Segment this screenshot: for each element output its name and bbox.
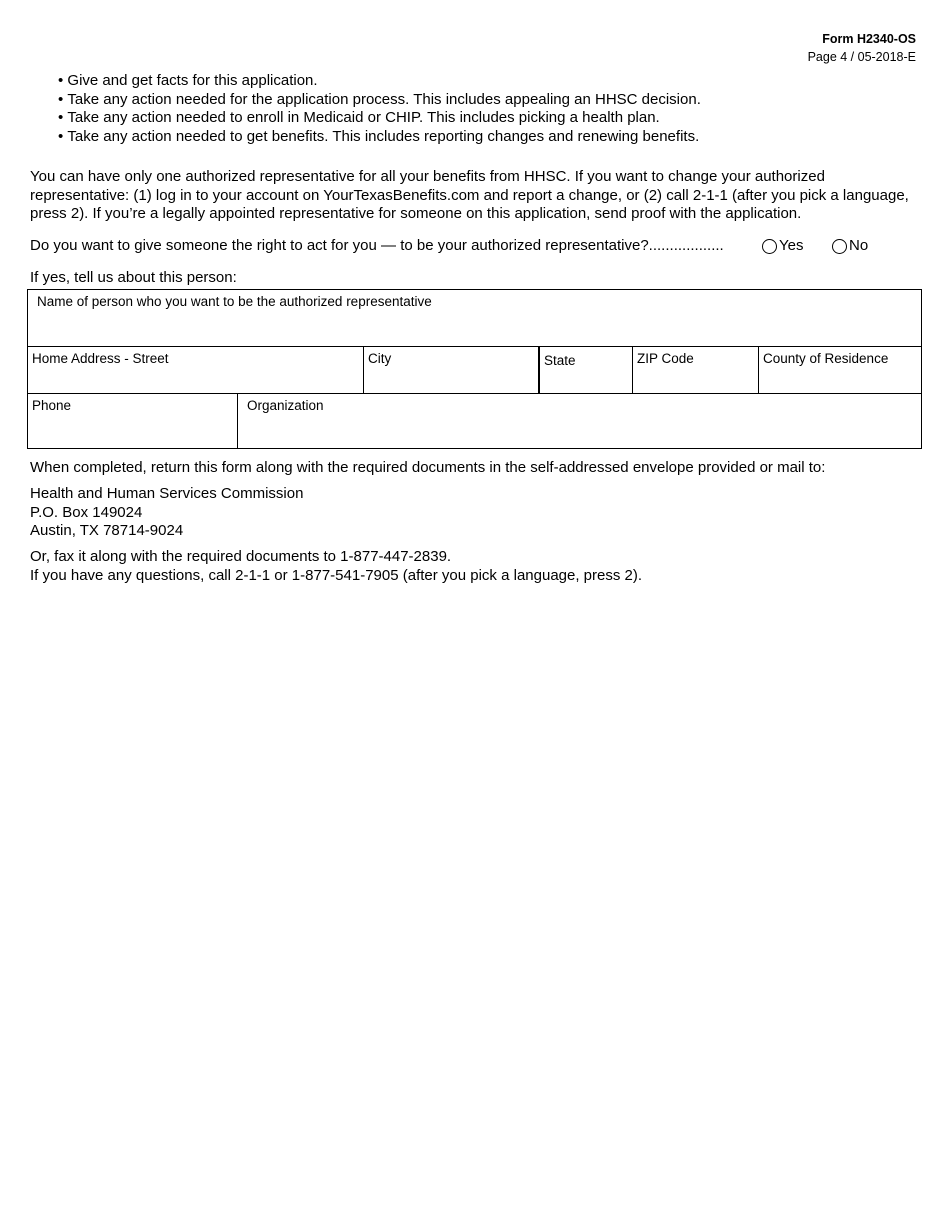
radio-circle-icon[interactable] <box>762 239 777 254</box>
representative-info-table <box>27 289 922 449</box>
name-field-label: Name of person who you want to be the authorized representative <box>37 294 432 309</box>
address-line: Austin, TX 78714-9024 <box>30 522 184 540</box>
yes-radio[interactable] <box>762 237 803 255</box>
list-item: • Take any action needed for the application process. This includes appealing an HHSC decision. <box>58 91 701 110</box>
form-header <box>808 31 916 65</box>
no-label: No <box>849 237 869 254</box>
no-radio[interactable] <box>832 237 868 255</box>
list-item: • Take any action needed to get benefits. This includes reporting changes and renewing benefits. <box>58 128 701 147</box>
state-field[interactable] <box>539 347 633 394</box>
county-field[interactable] <box>759 347 922 394</box>
authorized-rep-question: Do you want to give someone the right to act for you — to be your authorized representative?.................. <box>30 237 724 254</box>
phone-field-label: Phone <box>32 398 72 413</box>
mailing-address <box>30 485 303 541</box>
radio-circle-icon[interactable] <box>832 239 847 254</box>
form-number: Form H2340-OS <box>822 32 916 46</box>
contact-info <box>30 548 642 585</box>
state-field-label: State <box>544 353 576 368</box>
name-field[interactable] <box>28 290 922 347</box>
organization-field[interactable] <box>238 394 922 449</box>
return-instructions: When completed, return this form along with the required documents in the self-addressed envelope provided or mail to: <box>30 459 826 476</box>
phone-field[interactable] <box>28 394 238 449</box>
city-field[interactable] <box>364 347 539 394</box>
list-item: • Give and get facts for this application. <box>58 72 701 91</box>
address-line: Health and Human Services Commission <box>30 485 304 502</box>
street-field-label: Home Address - Street <box>32 351 169 366</box>
page-info: Page 4 / 05-2018-E <box>807 50 916 64</box>
representative-note: You can have only one authorized representative for all your benefits from HHSC. If you want to change your authorized representative: (1) log in to your account on YourTexasBenefits.com and report a change, or (2) call 2-1-1 (after you pick a language, press 2). If you’re a legally appointed representative for someone on this application, send proof with the application. <box>30 168 909 223</box>
rights-list <box>58 72 701 147</box>
yes-label: Yes <box>779 237 804 254</box>
zip-field-label: ZIP Code <box>637 351 694 366</box>
list-item: • Take any action needed to enroll in Medicaid or CHIP. This includes picking a health plan. <box>58 109 701 128</box>
city-field-label: City <box>368 351 392 366</box>
questions-line: If you have any questions, call 2-1-1 or 1-877-541-7905 (after you pick a language, press 2). <box>30 566 643 584</box>
address-line: P.O. Box 149024 <box>30 503 143 521</box>
fax-line: Or, fax it along with the required documents to 1-877-447-2839. <box>30 548 452 565</box>
zip-field[interactable] <box>633 347 759 394</box>
street-field[interactable] <box>28 347 364 394</box>
organization-field-label: Organization <box>247 398 324 413</box>
county-field-label: County of Residence <box>763 351 889 366</box>
if-yes-label: If yes, tell us about this person: <box>30 269 237 286</box>
